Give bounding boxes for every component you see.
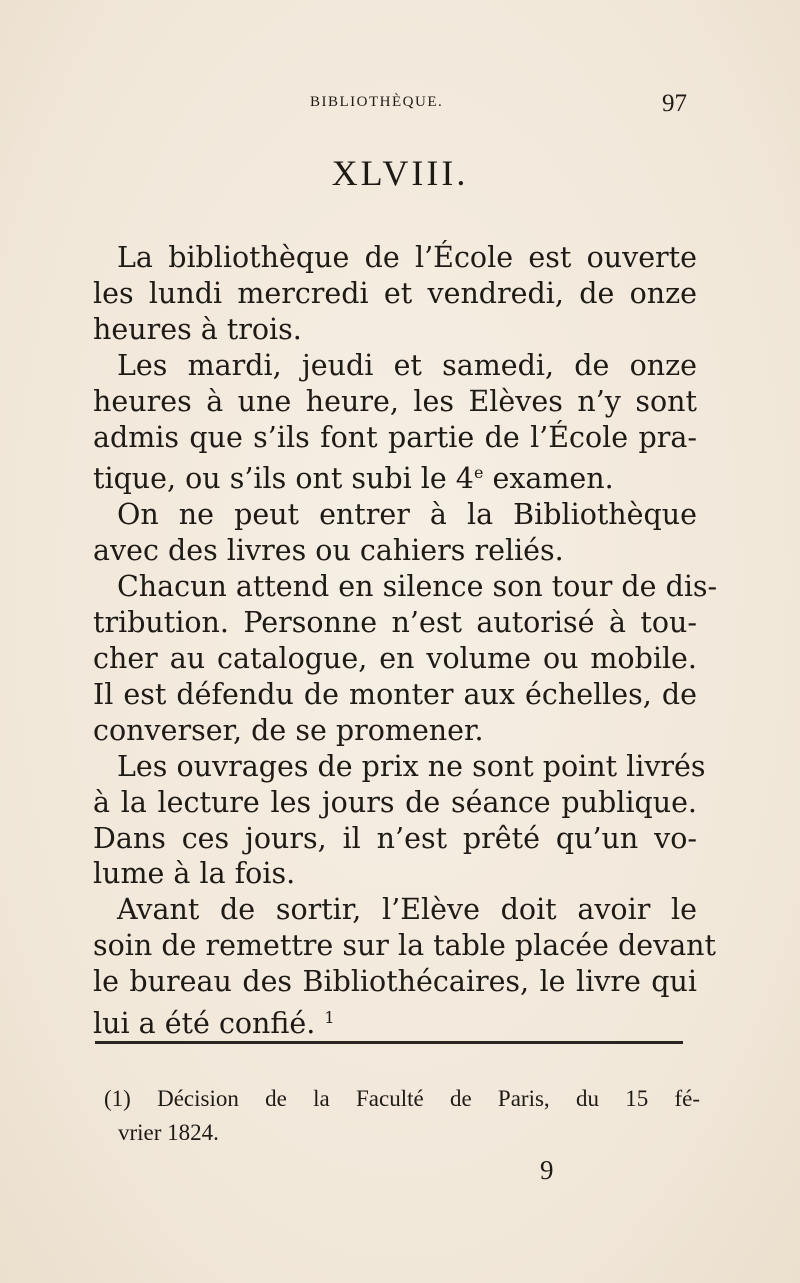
text-fragment: examen. [492, 462, 614, 496]
footnote-rule [95, 1041, 683, 1044]
text-line: lume à la fois. [93, 857, 296, 891]
footnote-reference: 1 [324, 1008, 335, 1028]
text-line: Avant de sortir, l’Elève doit avoir le [117, 893, 697, 927]
text-line: Chacun attend en silence son tour de dis- [117, 570, 718, 604]
footnote-marker: (1) [104, 1086, 131, 1111]
text-line: converser, de se promener. [93, 713, 484, 747]
paragraph [93, 569, 718, 749]
text-line: On ne peut entrer à la Bibliothèque [117, 498, 697, 532]
running-title: BIBLIOTHÈQUE. [310, 94, 444, 110]
paragraph [93, 892, 716, 1042]
footnote-line [104, 1082, 700, 1116]
footnote [104, 1082, 700, 1150]
footnote-line: vrier 1824. [118, 1120, 219, 1145]
body-text [93, 240, 718, 1042]
text-fragment: lui a été confié. [93, 1007, 316, 1041]
text-fragment: tique, ou s’ils ont subi le 4 [93, 462, 474, 496]
page-number: 97 [662, 90, 687, 117]
text-line: Les ouvrages de prix ne sont point livrés [117, 749, 706, 783]
text-line: admis que s’ils font partie de l’École pra- [93, 420, 697, 454]
text-line: avec des livres ou cahiers reliés. [93, 534, 564, 568]
text-line: à la lecture les jours de séance publique. [93, 785, 697, 819]
text-line: les lundi mercredi et vendredi, de onze [93, 276, 697, 310]
running-head [0, 90, 800, 120]
text-line: Il est défendu de monter aux échelles, de [93, 677, 697, 711]
text-line: cher au catalogue, en volume ou mobile. [93, 641, 697, 675]
text-line [93, 455, 697, 497]
paragraph [93, 749, 706, 893]
paragraph [93, 348, 697, 498]
paragraph [93, 240, 697, 348]
signature-mark: 9 [540, 1155, 554, 1185]
text-line: Les mardi, jeudi et samedi, de onze [117, 348, 697, 382]
chapter-heading: XLVIII. [331, 153, 469, 193]
text-line: heures à trois. [93, 312, 302, 346]
text-line: heures à une heure, les Elèves n’y sont [93, 384, 697, 418]
text-line: tribution. Personne n’est autorisé à tou- [93, 606, 697, 640]
paragraph [93, 497, 697, 569]
text-line: Dans ces jours, il n’est prêté qu’un vo- [93, 821, 697, 855]
text-line [93, 1000, 697, 1042]
footnote-text: Décision de la Faculté de Paris, du 15 fé- [157, 1086, 701, 1111]
superscript: e [473, 463, 484, 483]
text-line: soin de remettre sur la table placée devant [93, 929, 716, 963]
text-line: La bibliothèque de l’École est ouverte [117, 241, 697, 274]
text-line: le bureau des Bibliothécaires, le livre qui [93, 965, 697, 999]
